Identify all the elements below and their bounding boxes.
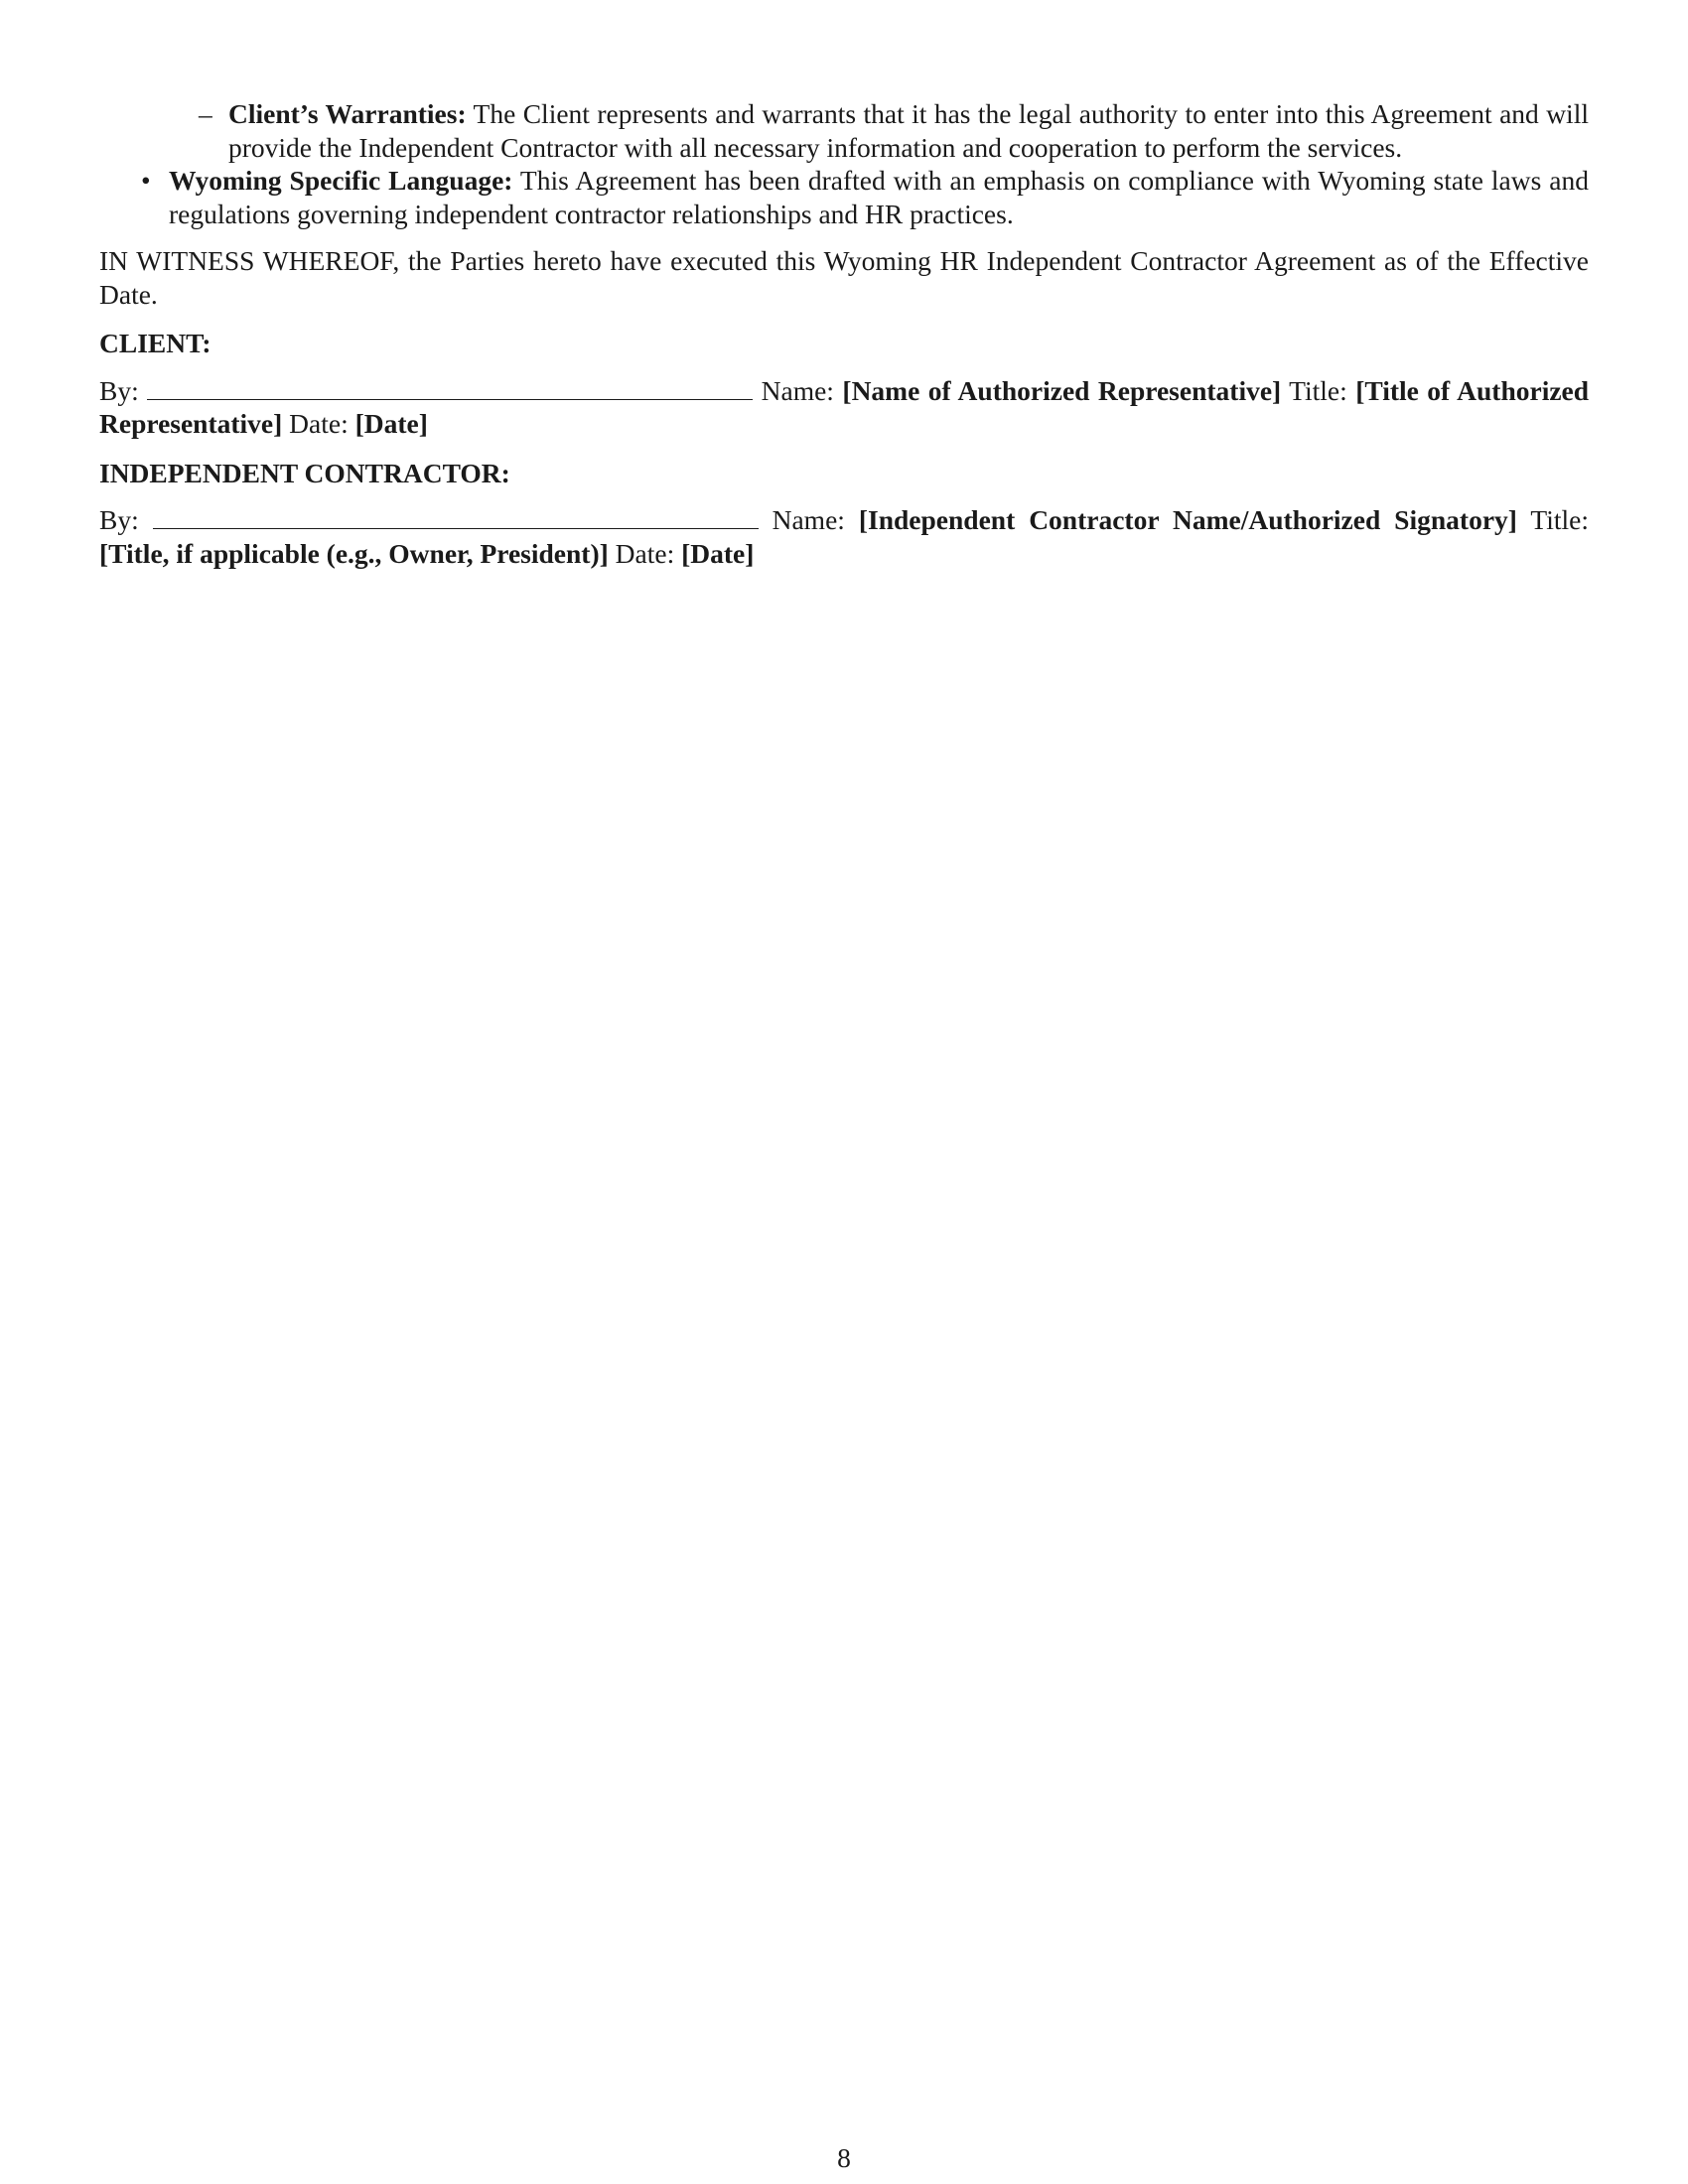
witness-paragraph: IN WITNESS WHEREOF, the Parties hereto have executed this Wyoming HR Independent Contractor Agreement as of the Effective Date. — [99, 245, 1589, 310]
item-label: Wyoming Specific Language: — [169, 165, 513, 196]
client-heading: CLIENT: — [99, 328, 211, 358]
client-name-value: [Name of Authorized Representative] — [842, 374, 1282, 406]
title-label: Title: — [1530, 504, 1589, 535]
contractor-name-value: [Independent Contractor Name/Authorized Signatory] — [858, 504, 1517, 535]
document-page — [99, 97, 1589, 570]
item-text: The Client represents and warrants that it has the legal authority to enter into this Agreement and will provide the Independent Contractor with all necessary information and cooperation to perform the services. — [228, 98, 1589, 163]
client-signature-line[interactable] — [147, 377, 753, 400]
contractor-signature-line[interactable] — [153, 506, 759, 529]
by-label: By: — [99, 374, 139, 406]
name-label: Name: — [772, 504, 845, 535]
date-label: Date: — [615, 537, 675, 569]
dash-marker: – — [199, 98, 212, 129]
title-label: Title: — [1289, 374, 1347, 406]
client-signature-block — [99, 374, 1589, 441]
client-title-value: [Title of Authorized Representative] — [99, 374, 1590, 439]
name-label: Name: — [761, 374, 834, 406]
client-date-value: [Date] — [354, 408, 428, 439]
list-item-clients-warranties — [199, 97, 1589, 164]
contractor-date-value: [Date] — [681, 537, 755, 569]
by-label: By: — [99, 504, 139, 535]
list-item-wyoming-specific-language — [141, 164, 1589, 230]
page-number: 8 — [837, 2142, 851, 2173]
item-text: This Agreement has been drafted with an emphasis on compliance with Wyoming state laws and regulations governing independent contractor relationships and HR practices. — [169, 165, 1589, 229]
date-label: Date: — [289, 408, 349, 439]
item-label: Client’s Warranties: — [228, 98, 467, 129]
contractor-heading: INDEPENDENT CONTRACTOR: — [99, 457, 510, 488]
contractor-title-value: [Title, if applicable (e.g., Owner, President)] — [99, 537, 609, 569]
bullet-marker: • — [141, 165, 151, 196]
contractor-signature-block — [99, 503, 1589, 570]
